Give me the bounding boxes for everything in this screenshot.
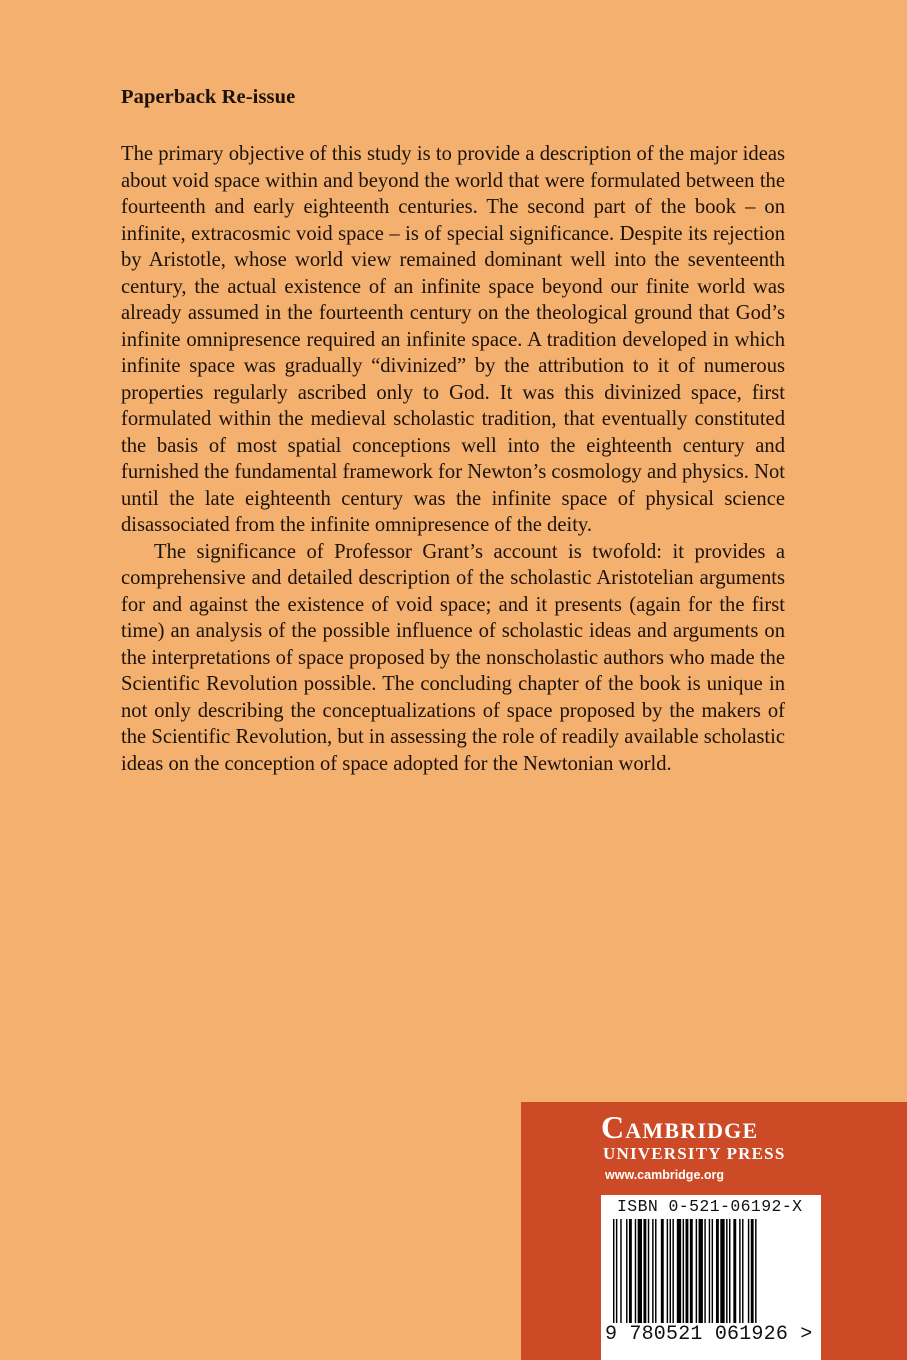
barcode-digits: 9 780521 061926 >: [605, 1323, 813, 1346]
publisher-name: Cambridge: [601, 1109, 759, 1145]
blurb-text: [121, 141, 785, 777]
publisher-subtitle: UNIVERSITY PRESS: [603, 1144, 786, 1163]
publisher-block: [521, 1102, 907, 1360]
blurb-paragraph-2: The significance of Professor Grant’s account is twofold: it provides a comprehensive and detailed description of the scholastic Aristotelian arguments for and against the existence of void space; and it presents (again for the first time) an analysis of the possible influence of scholastic ideas and arguments on the interpretations of space proposed by the nonscholastic authors who made the Scientific Revolution possible. The concluding chapter of the book is unique in not only describing the conceptualizations of space proposed by the makers of the Scientific Revolution, but in assessing the role of readily available scholastic ideas on the conception of space adopted for the Newtonian world.: [121, 540, 785, 775]
blurb-paragraph-1: The primary objective of this study is to provide a description of the major ideas about void space within and beyond the world that were formulated between the fourteenth and early eighteenth centuries. The second part of the book – on infinite, extracosmic void space – is of special significance. Despite its rejection by Aristotle, whose world view remained dominant well into the seventeenth century, the actual existence of an infinite space beyond our finite world was already assumed in the fourteenth century on the theological ground that God’s infinite omnipresence required an infinite space. A tradition developed in which infinite space was gradually “divinized” by the attribution to it of numerous properties regularly ascribed only to God. It was this divinized space, first formulated within the medieval scholastic tradition, that eventually constituted the basis of most spatial conceptions well into the eighteenth century and furnished the fundamental framework for Newton’s cosmology and physics. Not until the late eighteenth century was the infinite space of physical science disassociated from the infinite omnipresence of the deity.: [121, 143, 785, 536]
barcode-icon: [611, 1219, 811, 1323]
barcode-box: [601, 1195, 821, 1360]
reissue-heading: Paperback Re-issue: [121, 86, 296, 108]
isbn-label: ISBN 0-521-06192-X: [617, 1197, 803, 1216]
publisher-url: www.cambridge.org: [605, 1168, 725, 1182]
